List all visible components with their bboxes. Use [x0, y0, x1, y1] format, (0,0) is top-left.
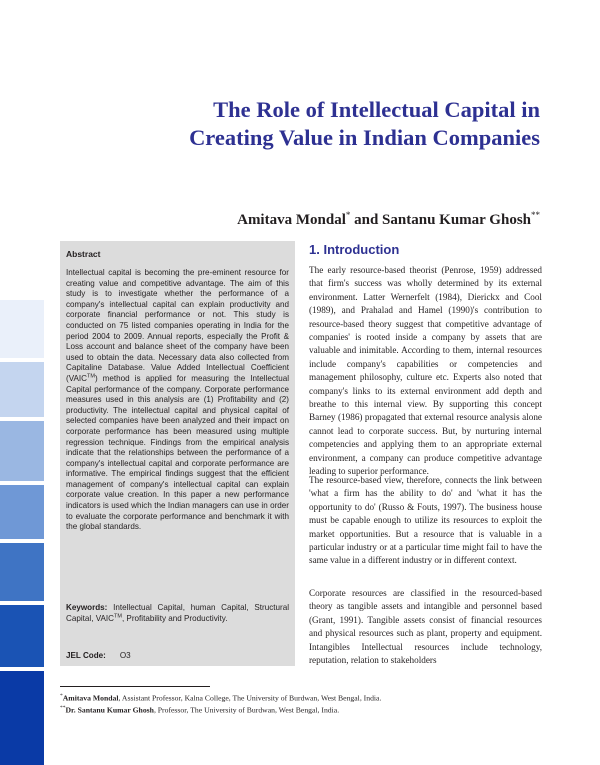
intro-paragraph: The early resource-based theorist (Penrose, 1959) addressed that firm's success was wholly determined by its external environment. Latter Wernerfelt (1984), Dierickx and Cool (1989), and Prahalad and Hamel (1990)'s contribution to resource-based theory suggest that competitive advantage of companies' is rooted inside a company by assets that are valuable and inimitable. According to them, internal resources include company's capabilities or competencies and management philosophy, culture etc. Experts also noted that company's links to its external environment add depth and breathe to this internal view. By supporting this concept Barney (1986) propagated that external resource analysis alone cannot lead to corporate success. But, by nurturing internal competencies and applying them to an appropriate external environment, a company can produce competitive advantage leading to superior performance.	[309, 265, 542, 477]
abstract-heading: Abstract	[66, 249, 101, 259]
footnote	[60, 691, 381, 704]
trademark-mark: TM	[113, 612, 122, 619]
keywords-label: Keywords:	[66, 603, 108, 612]
author-first: Amitava Mondal	[237, 212, 346, 228]
author-second: Santanu Kumar Ghosh	[382, 212, 531, 228]
decorative-stripe	[0, 421, 44, 481]
title-line-2: Creating Value in Indian Companies	[189, 125, 540, 150]
decorative-stripe	[0, 671, 44, 765]
author-second-mark: **	[531, 210, 540, 220]
jel-value: O3	[119, 651, 131, 660]
footnote-mark: **	[60, 705, 66, 711]
author-first-mark: *	[345, 210, 351, 220]
title-line-1: The Role of Intellectual Capital in	[213, 97, 540, 122]
footnote-text: , Professor, The University of Burdwan, West Bengal, India.	[153, 705, 340, 715]
footnote-name: Amitava Mondal	[62, 693, 119, 703]
trademark-mark: TM	[87, 373, 95, 380]
jel-code	[66, 651, 131, 660]
author-joiner: and	[350, 212, 383, 228]
abstract-text-part: ) method is applied for measuring the Intellectual Capital performance of the company. Corporate performance measures used in this analysis are (1) Profitability and (2) productivity. The intellectual capital and physical capital of selected companies have been analyzed and their impact on corporate performance has been measured using multiple regression technique. Findings from the empirical analysis indicate that the relationships between the performance of a company's intellectual capital and corporate performance are informative. The empirical findings suggest that the efficient management of company's intellectual capital can explain corporate value creation. In this paper a new performance indicators is used which the Indian managers can use in order to evaluate the corporate performance and benchmark it with the global standards.	[66, 373, 289, 532]
footnote	[60, 703, 339, 716]
decorative-stripe	[0, 300, 44, 358]
abstract-text-part: Intellectual capital is becoming the pre-eminent resource for creating value and competitive advantage. The aim of this study is to investigate whether the performance of a company's intellectual capital can explain productivity and corporate financial performance or not. This study is conducted on 75 listed companies operating in India for the period 2004 to 2009. Annual reports, especially the Profit & Loss account and balance sheet of the company have been used to obtain the data. Necessary data also collected from Capitaline Database. Value Added Intellectual Coefficient (VAIC	[66, 268, 289, 383]
keywords-text: , Profitability and Productivity.	[121, 613, 228, 623]
intro-paragraph: Corporate resources are classified in the resourced-based theory as tangible assets and intangible and personnel based (Grant, 1991). Tangible assets consist of financial resources and physical resources such as plant, property and equipment. Intangibles Intellectual resources include technology, reputation, relation to stakeholders	[309, 588, 542, 666]
abstract-text	[66, 268, 289, 533]
footnote-divider	[60, 686, 210, 687]
paper-title	[120, 96, 540, 152]
decorative-stripe	[0, 485, 44, 539]
keywords-text: Intellectual Capital, human Capital, Structural Capital, VAIC	[66, 603, 289, 623]
intro-paragraph: The resource-based view, therefore, connects the link between 'what a firm has the ability to do' and 'what it has the opportunity to do' (Russo & Fouts, 1997). The business house must be capable enough to utilize its resources to exploit the market opportunities. But a resource that is valuable in a particular industry or at a particular time might fail to have the same value in a different industry or in different context.	[309, 475, 542, 566]
jel-label: JEL Code:	[66, 651, 106, 660]
footnote-name: Dr. Santanu Kumar Ghosh	[65, 705, 154, 715]
decorative-stripe	[0, 543, 44, 601]
keywords	[66, 603, 289, 624]
author-line	[237, 210, 540, 229]
decorative-stripe	[0, 362, 44, 417]
decorative-stripe	[0, 605, 44, 667]
section-heading: 1. Introduction	[309, 242, 400, 257]
footnote-mark: *	[60, 693, 63, 699]
footnote-text: , Assistant Professor, Kalna College, The University of Burdwan, West Bengal, India.	[118, 693, 382, 703]
